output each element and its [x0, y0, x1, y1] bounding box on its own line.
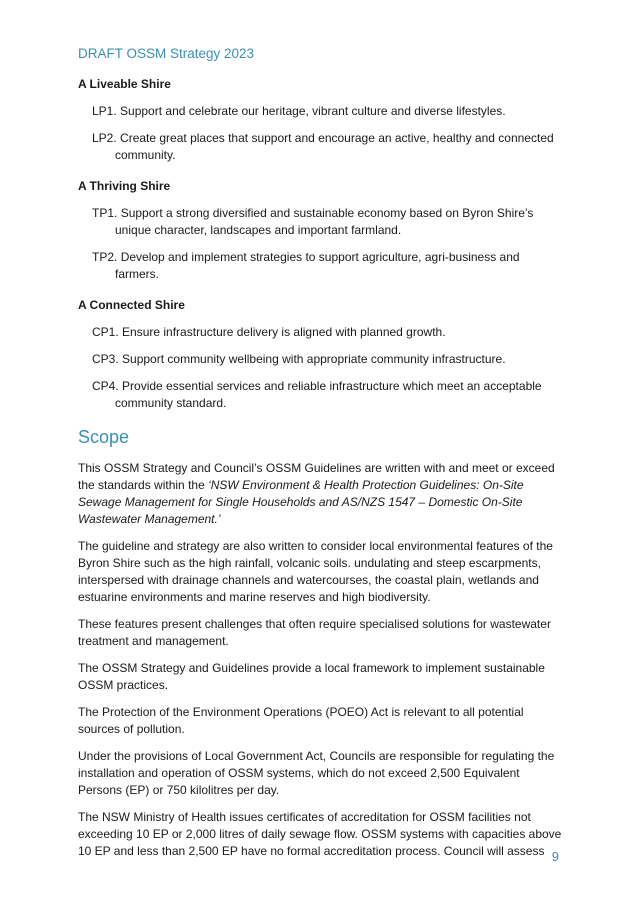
section-heading: A Thriving Shire: [78, 179, 171, 193]
list-item: [92, 103, 564, 120]
list-item: [92, 378, 564, 412]
section-liveable-shire: [78, 76, 564, 164]
section-heading: A Connected Shire: [78, 298, 185, 312]
intro-plain-text: This OSSM Strategy and Council’s OSSM Guidelines are written with and meet or exceed the standards within the: [78, 461, 555, 492]
item-text: Support community wellbeing with appropriate community infrastructure.: [122, 352, 506, 366]
item-code: CP1.: [92, 325, 119, 339]
paragraph: The NSW Ministry of Health issues certificates of accreditation for OSSM facilities not exceeding 10 EP or 2,000 litres of daily sewage flow. OSSM systems with capacities above 10 EP and less than 2,500 EP have no formal accreditation process. Council will assess: [78, 810, 562, 858]
paragraph: The OSSM Strategy and Guidelines provide a local framework to implement sustainable OSSM practices.: [78, 661, 545, 692]
item-code: TP2.: [92, 250, 118, 264]
section-connected-shire: [78, 297, 564, 412]
paragraph: Under the provisions of Local Government Act, Councils are responsible for regulating the installation and operation of OSSM systems, which do not exceed 2,500 Equivalent Persons (EP) or 750 kilolitres per day.: [78, 749, 555, 797]
intro-italic-citation: ‘NSW Environment & Health Protection Guidelines: On-Site Sewage Management for Single Households and AS/NZS 1547 – Domestic On-Site Wastewater Management.’: [78, 478, 524, 526]
scope-heading: Scope: [78, 427, 130, 447]
item-code: CP3.: [92, 352, 119, 366]
running-header: DRAFT OSSM Strategy 2023: [78, 46, 255, 61]
item-code: TP1.: [92, 206, 118, 220]
list-item: [92, 324, 564, 341]
item-text: Support a strong diversified and sustainable economy based on Byron Shire’s unique character, landscapes and important farmland.: [115, 206, 534, 237]
item-code: CP4.: [92, 379, 119, 393]
list-item: [92, 130, 564, 164]
item-text: Support and celebrate our heritage, vibrant culture and diverse lifestyles.: [120, 104, 506, 118]
page-number: 9: [551, 849, 559, 864]
item-text: Develop and implement strategies to support agriculture, agri-business and farmers.: [115, 250, 520, 281]
paragraph: These features present challenges that often require specialised solutions for wastewater treatment and management.: [78, 617, 551, 648]
item-text: Provide essential services and reliable infrastructure which meet an acceptable community standard.: [115, 379, 542, 410]
item-code: LP1.: [92, 104, 117, 118]
list-item: [92, 351, 564, 368]
item-text: Ensure infrastructure delivery is aligned with planned growth.: [122, 325, 446, 339]
section-heading: A Liveable Shire: [78, 77, 171, 91]
list-item: [92, 205, 564, 239]
section-thriving-shire: [78, 178, 564, 283]
item-text: Create great places that support and encourage an active, healthy and connected community.: [115, 131, 554, 162]
scope-intro-paragraph: [78, 460, 564, 528]
paragraph: The guideline and strategy are also written to consider local environmental features of the Byron Shire such as the high rainfall, volcanic soils. undulating and steep escarpments, interspersed with drainage channels and watercourses, the coastal plain, wetlands and estuarine environments and marine reserves and high biodiversity.: [78, 539, 553, 604]
item-code: LP2.: [92, 131, 117, 145]
paragraph: The Protection of the Environment Operations (POEO) Act is relevant to all potential sources of pollution.: [78, 705, 524, 736]
list-item: [92, 249, 564, 283]
page-content: [78, 76, 564, 870]
